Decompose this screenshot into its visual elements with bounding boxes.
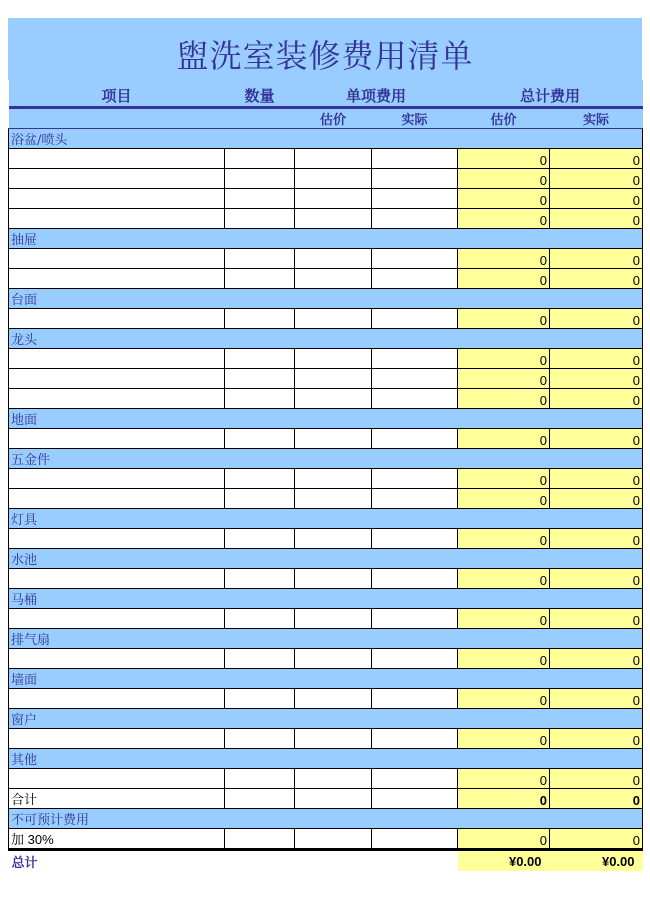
total-actual-cell: 0 <box>550 349 643 369</box>
section-label: 抽屉 <box>9 229 225 249</box>
total-estimate-cell: 0 <box>458 149 550 169</box>
section-band-cell <box>372 409 458 429</box>
unit-actual-cell[interactable] <box>372 189 458 209</box>
grand-total-label: 总计 <box>9 850 225 872</box>
total-estimate-cell: 0 <box>458 269 550 289</box>
header-unit-estimate: 估价 <box>295 108 372 129</box>
table-row <box>9 689 643 709</box>
quantity-cell[interactable] <box>225 309 295 329</box>
total-estimate-cell: 0 <box>458 169 550 189</box>
table-row <box>9 169 643 189</box>
unit-actual-cell[interactable] <box>372 249 458 269</box>
section-band-cell <box>458 449 550 469</box>
section-contingency <box>9 809 643 829</box>
item-name-cell[interactable] <box>9 309 225 329</box>
total-actual-cell: 0 <box>550 689 643 709</box>
section-band-cell <box>295 449 372 469</box>
total-estimate-cell: 0 <box>458 309 550 329</box>
total-estimate-cell: 0 <box>458 389 550 409</box>
section-band-cell <box>550 329 643 349</box>
total-actual-cell: 0 <box>550 769 643 789</box>
header-row-main <box>9 80 643 108</box>
total-actual-cell: 0 <box>550 609 643 629</box>
total-actual-cell: 0 <box>550 489 643 509</box>
section-label: 灯具 <box>9 509 225 529</box>
item-name-cell[interactable] <box>9 569 225 589</box>
unit-estimate-cell[interactable] <box>295 469 372 489</box>
quantity-cell[interactable] <box>225 469 295 489</box>
section-band-cell <box>372 229 458 249</box>
quantity-cell[interactable] <box>225 769 295 789</box>
section-band-cell <box>458 749 550 769</box>
unit-actual-cell[interactable] <box>372 609 458 629</box>
section-band-cell <box>225 809 295 829</box>
unit-estimate-cell[interactable] <box>295 789 372 809</box>
section-label: 墙面 <box>9 669 225 689</box>
unit-actual-cell[interactable] <box>372 209 458 229</box>
section-band-cell <box>550 129 643 149</box>
section-band-cell <box>295 809 372 829</box>
total-actual-cell: 0 <box>550 309 643 329</box>
section-band-cell <box>372 669 458 689</box>
unit-estimate-cell[interactable] <box>295 489 372 509</box>
grand-total-row <box>9 850 643 872</box>
unit-actual-cell[interactable] <box>372 369 458 389</box>
section-band-cell <box>295 749 372 769</box>
total-actual-cell: 0 <box>550 249 643 269</box>
header-quantity: 数量 <box>225 80 295 108</box>
section-label: 不可预计费用 <box>9 809 225 829</box>
section-toilet <box>9 589 643 609</box>
total-blank <box>295 850 372 872</box>
item-name-cell[interactable] <box>9 649 225 669</box>
section-band-cell <box>225 409 295 429</box>
header-row-sub <box>9 108 643 129</box>
total-estimate-cell: 0 <box>458 189 550 209</box>
section-band-cell <box>295 289 372 309</box>
header-total-actual: 实际 <box>550 108 643 129</box>
quantity-cell[interactable] <box>225 429 295 449</box>
unit-actual-cell[interactable] <box>372 649 458 669</box>
section-label: 台面 <box>9 289 225 309</box>
item-name-cell: 合计 <box>9 789 225 809</box>
section-band-cell <box>225 229 295 249</box>
section-band-cell <box>225 329 295 349</box>
unit-estimate-cell[interactable] <box>295 269 372 289</box>
unit-actual-cell[interactable] <box>372 729 458 749</box>
total-actual-cell: 0 <box>550 829 643 850</box>
subtotal-row <box>9 789 643 809</box>
section-band-cell <box>295 549 372 569</box>
unit-estimate-cell[interactable] <box>295 649 372 669</box>
total-estimate-cell: 0 <box>458 609 550 629</box>
unit-estimate-cell[interactable] <box>295 149 372 169</box>
total-actual-cell: 0 <box>550 649 643 669</box>
section-label: 地面 <box>9 409 225 429</box>
item-name-cell[interactable] <box>9 529 225 549</box>
total-actual-cell: 0 <box>550 569 643 589</box>
unit-estimate-cell[interactable] <box>295 769 372 789</box>
header-blank <box>9 108 225 129</box>
table-row <box>9 609 643 629</box>
section-label: 排气扇 <box>9 629 225 649</box>
quantity-cell[interactable] <box>225 189 295 209</box>
table-row <box>9 189 643 209</box>
quantity-cell[interactable] <box>225 489 295 509</box>
section-band-cell <box>225 289 295 309</box>
total-estimate-cell: 0 <box>458 469 550 489</box>
total-estimate-cell: 0 <box>458 569 550 589</box>
total-estimate-cell: 0 <box>458 209 550 229</box>
unit-actual-cell[interactable] <box>372 429 458 449</box>
total-estimate-cell: 0 <box>458 529 550 549</box>
section-band-cell <box>295 409 372 429</box>
table-row <box>9 269 643 289</box>
item-name-cell[interactable] <box>9 189 225 209</box>
quantity-cell[interactable] <box>225 689 295 709</box>
section-band-cell <box>550 549 643 569</box>
quantity-cell[interactable] <box>225 649 295 669</box>
table-row <box>9 249 643 269</box>
section-band-cell <box>295 589 372 609</box>
section-band-cell <box>550 229 643 249</box>
section-band-cell <box>372 749 458 769</box>
section-window <box>9 709 643 729</box>
section-band-cell <box>550 409 643 429</box>
total-blank <box>372 850 458 872</box>
quantity-cell[interactable] <box>225 149 295 169</box>
section-drawer <box>9 229 643 249</box>
total-estimate-cell: 0 <box>458 769 550 789</box>
total-estimate-cell: 0 <box>458 789 550 809</box>
section-band-cell <box>458 289 550 309</box>
unit-actual-cell[interactable] <box>372 489 458 509</box>
total-estimate-cell: 0 <box>458 369 550 389</box>
table-row <box>9 529 643 549</box>
section-wall <box>9 669 643 689</box>
unit-estimate-cell[interactable] <box>295 529 372 549</box>
quantity-cell[interactable] <box>225 569 295 589</box>
quantity-cell[interactable] <box>225 169 295 189</box>
item-name-cell: 加 30% <box>9 829 225 850</box>
header-blank <box>225 108 295 129</box>
section-band-cell <box>550 289 643 309</box>
contingency-row <box>9 829 643 850</box>
section-band-cell <box>458 629 550 649</box>
title-band <box>8 18 642 80</box>
table-row <box>9 429 643 449</box>
grand-total-estimate: ¥0.00 <box>458 850 550 872</box>
quantity-cell[interactable] <box>225 609 295 629</box>
total-actual-cell: 0 <box>550 729 643 749</box>
spreadsheet <box>8 18 642 871</box>
total-estimate-cell: 0 <box>458 689 550 709</box>
unit-actual-cell[interactable] <box>372 389 458 409</box>
quantity-cell[interactable] <box>225 209 295 229</box>
section-band-cell <box>225 709 295 729</box>
section-basin <box>9 129 643 149</box>
section-band-cell <box>295 329 372 349</box>
table-row <box>9 149 643 169</box>
table-row <box>9 309 643 329</box>
item-name-cell[interactable] <box>9 609 225 629</box>
item-name-cell[interactable] <box>9 209 225 229</box>
section-band-cell <box>372 329 458 349</box>
total-estimate-cell: 0 <box>458 729 550 749</box>
section-band-cell <box>550 709 643 729</box>
section-band-cell <box>225 549 295 569</box>
section-band-cell <box>295 709 372 729</box>
unit-actual-cell[interactable] <box>372 529 458 549</box>
section-label: 窗户 <box>9 709 225 729</box>
unit-actual-cell[interactable] <box>372 789 458 809</box>
table-row <box>9 469 643 489</box>
section-exhaust-fan <box>9 629 643 649</box>
total-estimate-cell: 0 <box>458 489 550 509</box>
quantity-cell[interactable] <box>225 789 295 809</box>
quantity-cell[interactable] <box>225 529 295 549</box>
section-band-cell <box>372 709 458 729</box>
item-name-cell[interactable] <box>9 369 225 389</box>
total-estimate-cell: 0 <box>458 429 550 449</box>
section-label: 水池 <box>9 549 225 569</box>
quantity-cell[interactable] <box>225 269 295 289</box>
unit-estimate-cell[interactable] <box>295 689 372 709</box>
item-name-cell[interactable] <box>9 349 225 369</box>
section-band-cell <box>458 549 550 569</box>
section-band-cell <box>458 509 550 529</box>
unit-actual-cell[interactable] <box>372 769 458 789</box>
unit-estimate-cell[interactable] <box>295 169 372 189</box>
total-actual-cell: 0 <box>550 529 643 549</box>
section-label: 其他 <box>9 749 225 769</box>
unit-estimate-cell[interactable] <box>295 369 372 389</box>
unit-actual-cell[interactable] <box>372 309 458 329</box>
section-band-cell <box>372 549 458 569</box>
section-countertop <box>9 289 643 309</box>
total-actual-cell: 0 <box>550 469 643 489</box>
table-row <box>9 489 643 509</box>
section-label: 五金件 <box>9 449 225 469</box>
table-row <box>9 569 643 589</box>
table-row <box>9 769 643 789</box>
total-actual-cell: 0 <box>550 789 643 809</box>
unit-actual-cell[interactable] <box>372 569 458 589</box>
unit-estimate-cell[interactable] <box>295 389 372 409</box>
section-band-cell <box>458 709 550 729</box>
unit-estimate-cell[interactable] <box>295 729 372 749</box>
quantity-cell[interactable] <box>225 729 295 749</box>
item-name-cell[interactable] <box>9 689 225 709</box>
section-band-cell <box>550 749 643 769</box>
quantity-cell[interactable] <box>225 829 295 850</box>
total-actual-cell: 0 <box>550 429 643 449</box>
section-band-cell <box>225 629 295 649</box>
section-band-cell <box>372 809 458 829</box>
quantity-cell[interactable] <box>225 369 295 389</box>
item-name-cell[interactable] <box>9 469 225 489</box>
section-band-cell <box>458 409 550 429</box>
section-band-cell <box>295 129 372 149</box>
section-sink <box>9 549 643 569</box>
section-label: 马桶 <box>9 589 225 609</box>
header-total-estimate: 估价 <box>458 108 550 129</box>
section-other <box>9 749 643 769</box>
total-actual-cell: 0 <box>550 149 643 169</box>
table-row <box>9 649 643 669</box>
quantity-cell[interactable] <box>225 249 295 269</box>
total-estimate-cell: 0 <box>458 349 550 369</box>
total-estimate-cell: 0 <box>458 249 550 269</box>
section-band-cell <box>225 669 295 689</box>
section-band-cell <box>372 289 458 309</box>
item-name-cell[interactable] <box>9 389 225 409</box>
section-band-cell <box>225 749 295 769</box>
unit-estimate-cell[interactable] <box>295 309 372 329</box>
section-band-cell <box>458 129 550 149</box>
unit-estimate-cell[interactable] <box>295 349 372 369</box>
grand-total-actual: ¥0.00 <box>550 850 643 872</box>
section-band-cell <box>550 509 643 529</box>
total-blank <box>225 850 295 872</box>
item-name-cell[interactable] <box>9 429 225 449</box>
unit-actual-cell[interactable] <box>372 269 458 289</box>
unit-estimate-cell[interactable] <box>295 829 372 850</box>
item-name-cell[interactable] <box>9 489 225 509</box>
total-actual-cell: 0 <box>550 209 643 229</box>
unit-actual-cell[interactable] <box>372 829 458 850</box>
section-hardware <box>9 449 643 469</box>
item-name-cell[interactable] <box>9 729 225 749</box>
section-band-cell <box>550 629 643 649</box>
unit-actual-cell[interactable] <box>372 469 458 489</box>
total-actual-cell: 0 <box>550 189 643 209</box>
quantity-cell[interactable] <box>225 389 295 409</box>
unit-estimate-cell[interactable] <box>295 209 372 229</box>
item-name-cell[interactable] <box>9 149 225 169</box>
section-band-cell <box>295 229 372 249</box>
section-band-cell <box>225 129 295 149</box>
unit-estimate-cell[interactable] <box>295 569 372 589</box>
quantity-cell[interactable] <box>225 349 295 369</box>
section-band-cell <box>295 629 372 649</box>
table-row <box>9 389 643 409</box>
cost-table <box>8 80 643 871</box>
section-lighting <box>9 509 643 529</box>
section-floor <box>9 409 643 429</box>
section-band-cell <box>372 629 458 649</box>
section-band-cell <box>458 809 550 829</box>
item-name-cell[interactable] <box>9 169 225 189</box>
section-band-cell <box>372 509 458 529</box>
section-band-cell <box>550 809 643 829</box>
unit-actual-cell[interactable] <box>372 149 458 169</box>
table-row <box>9 349 643 369</box>
total-actual-cell: 0 <box>550 169 643 189</box>
header-unit-actual: 实际 <box>372 108 458 129</box>
section-band-cell <box>458 329 550 349</box>
page-title: 盥洗室装修费用清单 <box>176 37 474 75</box>
header-total-cost: 总计费用 <box>458 80 643 108</box>
item-name-cell[interactable] <box>9 269 225 289</box>
section-label: 浴盆/喷头 <box>9 129 225 149</box>
item-name-cell[interactable] <box>9 769 225 789</box>
table-row <box>9 369 643 389</box>
section-band-cell <box>550 589 643 609</box>
unit-actual-cell[interactable] <box>372 689 458 709</box>
total-estimate-cell: 0 <box>458 829 550 850</box>
section-band-cell <box>550 669 643 689</box>
total-actual-cell: 0 <box>550 389 643 409</box>
header-item: 项目 <box>9 80 225 108</box>
section-band-cell <box>372 449 458 469</box>
table-row <box>9 729 643 749</box>
section-band-cell <box>225 589 295 609</box>
total-estimate-cell: 0 <box>458 649 550 669</box>
unit-estimate-cell[interactable] <box>295 189 372 209</box>
unit-actual-cell[interactable] <box>372 169 458 189</box>
section-faucet <box>9 329 643 349</box>
section-band-cell <box>372 589 458 609</box>
unit-estimate-cell[interactable] <box>295 609 372 629</box>
section-band-cell <box>295 509 372 529</box>
total-actual-cell: 0 <box>550 369 643 389</box>
section-band-cell <box>225 449 295 469</box>
item-name-cell[interactable] <box>9 249 225 269</box>
section-band-cell <box>458 669 550 689</box>
table-row <box>9 209 643 229</box>
unit-actual-cell[interactable] <box>372 349 458 369</box>
section-band-cell <box>372 129 458 149</box>
total-actual-cell: 0 <box>550 269 643 289</box>
unit-estimate-cell[interactable] <box>295 429 372 449</box>
unit-estimate-cell[interactable] <box>295 249 372 269</box>
section-label: 龙头 <box>9 329 225 349</box>
header-unit-cost: 单项费用 <box>295 80 458 108</box>
section-band-cell <box>458 589 550 609</box>
section-band-cell <box>550 449 643 469</box>
section-band-cell <box>295 669 372 689</box>
section-band-cell <box>458 229 550 249</box>
section-band-cell <box>225 509 295 529</box>
